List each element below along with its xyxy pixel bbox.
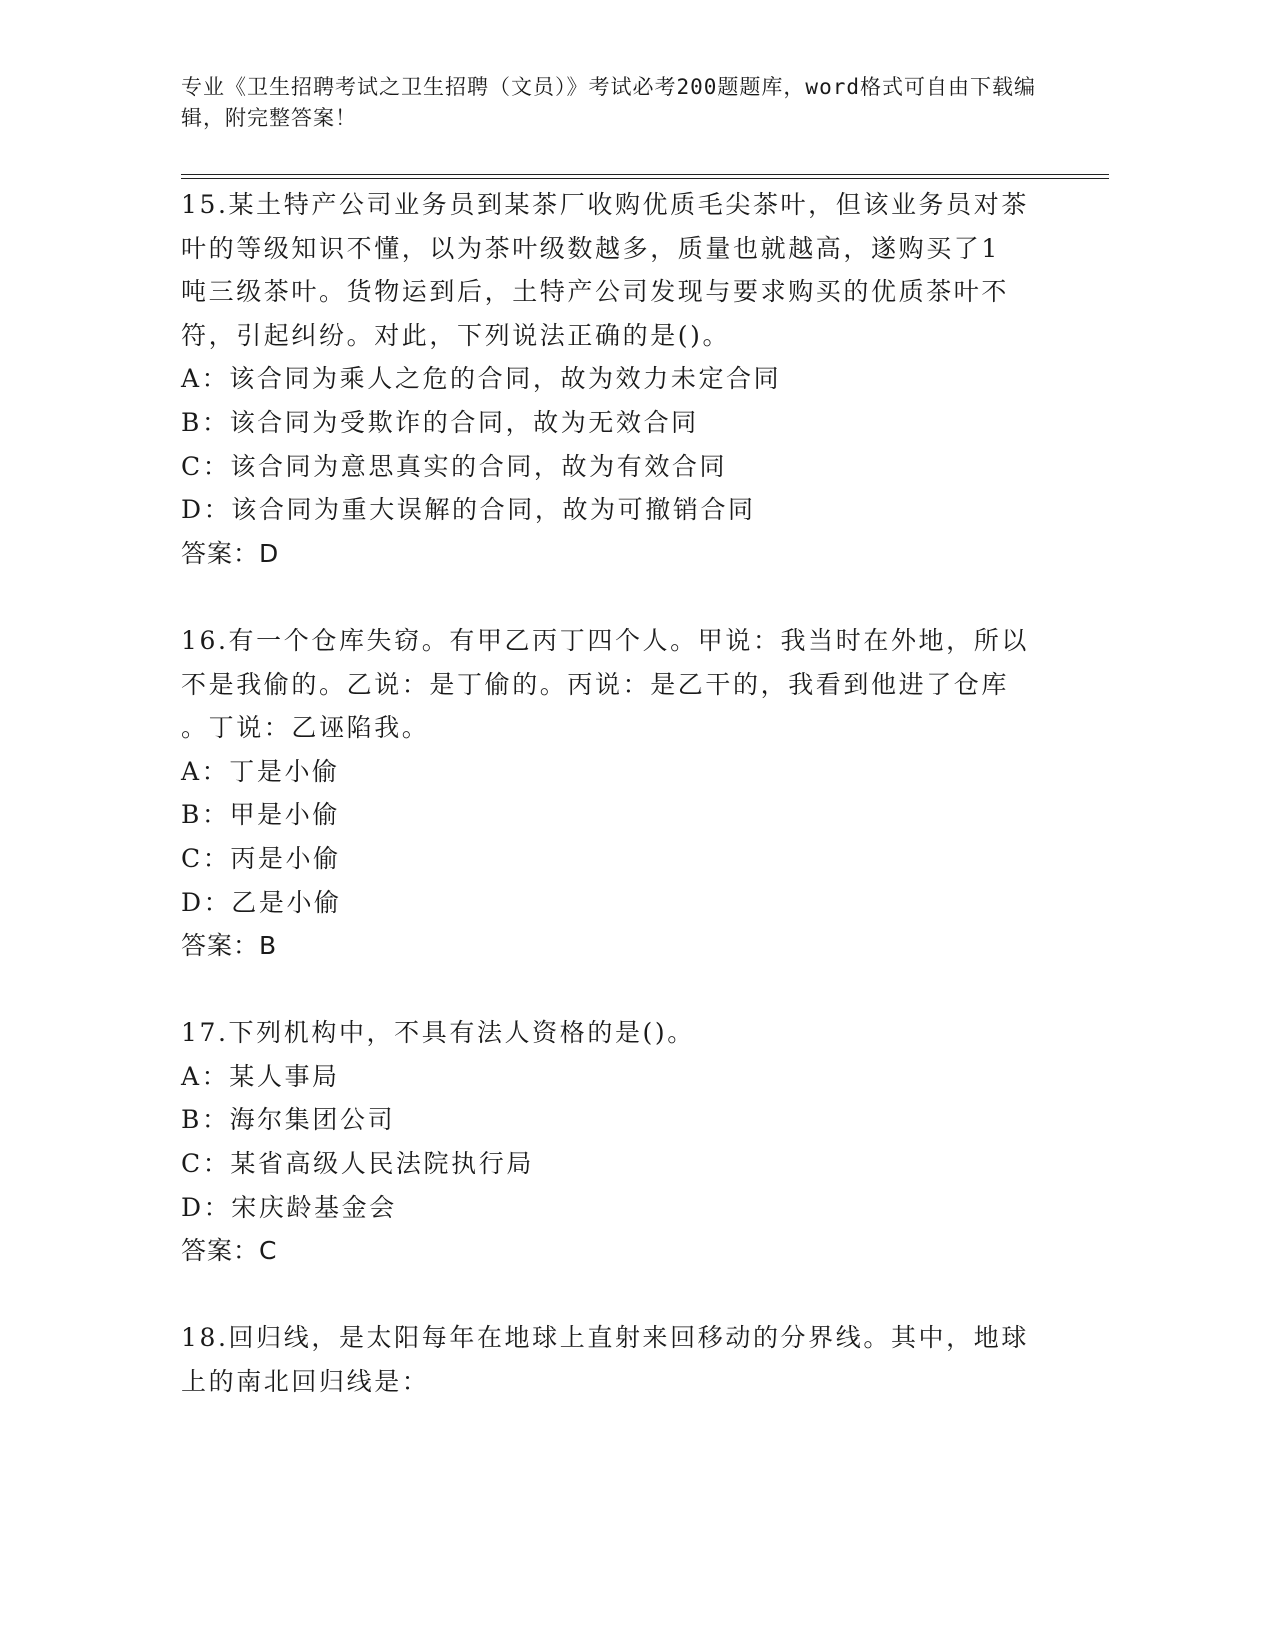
question-spacer (181, 575, 1051, 619)
question-stem-line: 。丁说：乙诬陷我。 (181, 713, 430, 743)
question-block (181, 183, 1051, 575)
answer-option: B：海尔集团公司 (181, 1105, 396, 1135)
header-rule-bottom (181, 178, 1109, 179)
question-stem-line: 叶的等级知识不懂，以为茶叶级数越多，质量也就越高，遂购买了1 (181, 233, 1000, 263)
document-header: 专业《卫生招聘考试之卫生招聘（文员）》考试必考200题题库，word格式可自由下载编辑，附完整答案！ (181, 75, 1036, 130)
question-list (181, 183, 1051, 1404)
question-spacer (181, 968, 1051, 1012)
answer-option: D：宋庆龄基金会 (181, 1192, 397, 1222)
answer-option: A：某人事局 (181, 1061, 340, 1091)
question-block (181, 1316, 1051, 1403)
question-spacer (181, 1273, 1051, 1317)
question-stem-line: 符，引起纠纷。对此，下列说法正确的是()。 (181, 320, 731, 350)
answer-key: 答案：D (181, 538, 280, 568)
answer-option: A：丁是小偷 (181, 756, 340, 786)
question-stem-line: 不是我偷的。乙说：是丁偷的。丙说：是乙干的，我看到他进了仓库 (181, 669, 1010, 699)
answer-option: C：该合同为意思真实的合同，故为有效合同 (181, 451, 728, 481)
answer-option: B：甲是小偷 (181, 800, 340, 830)
answer-key: 答案：C (181, 1236, 278, 1266)
question-block (181, 619, 1051, 968)
answer-option: C：某省高级人民法院执行局 (181, 1149, 534, 1179)
question-stem-line: 18.回归线，是太阳每年在地球上直射来回移动的分界线。其中，地球 (181, 1323, 1029, 1353)
answer-option: A：该合同为乘人之危的合同，故为效力未定合同 (181, 364, 782, 394)
answer-option: B：该合同为受欺诈的合同，故为无效合同 (181, 407, 699, 437)
question-stem-line: 15.某土特产公司业务员到某茶厂收购优质毛尖茶叶，但该业务员对茶 (181, 190, 1029, 219)
question-stem-line: 17.下列机构中，不具有法人资格的是()。 (181, 1018, 695, 1048)
question-block (181, 1011, 1051, 1273)
answer-option: D：乙是小偷 (181, 887, 342, 917)
answer-option: D：该合同为重大误解的合同，故为可撤销合同 (181, 495, 756, 525)
answer-key: 答案：B (181, 931, 278, 961)
question-stem-line: 吨三级茶叶。货物运到后，土特产公司发现与要求购买的优质茶叶不 (181, 277, 1010, 307)
question-stem-line: 上的南北回归线是： (181, 1367, 430, 1397)
answer-option: C：丙是小偷 (181, 843, 341, 873)
question-stem-line: 16.有一个仓库失窃。有甲乙丙丁四个人。甲说：我当时在外地，所以 (181, 625, 1029, 655)
header-rule-top (181, 174, 1109, 175)
